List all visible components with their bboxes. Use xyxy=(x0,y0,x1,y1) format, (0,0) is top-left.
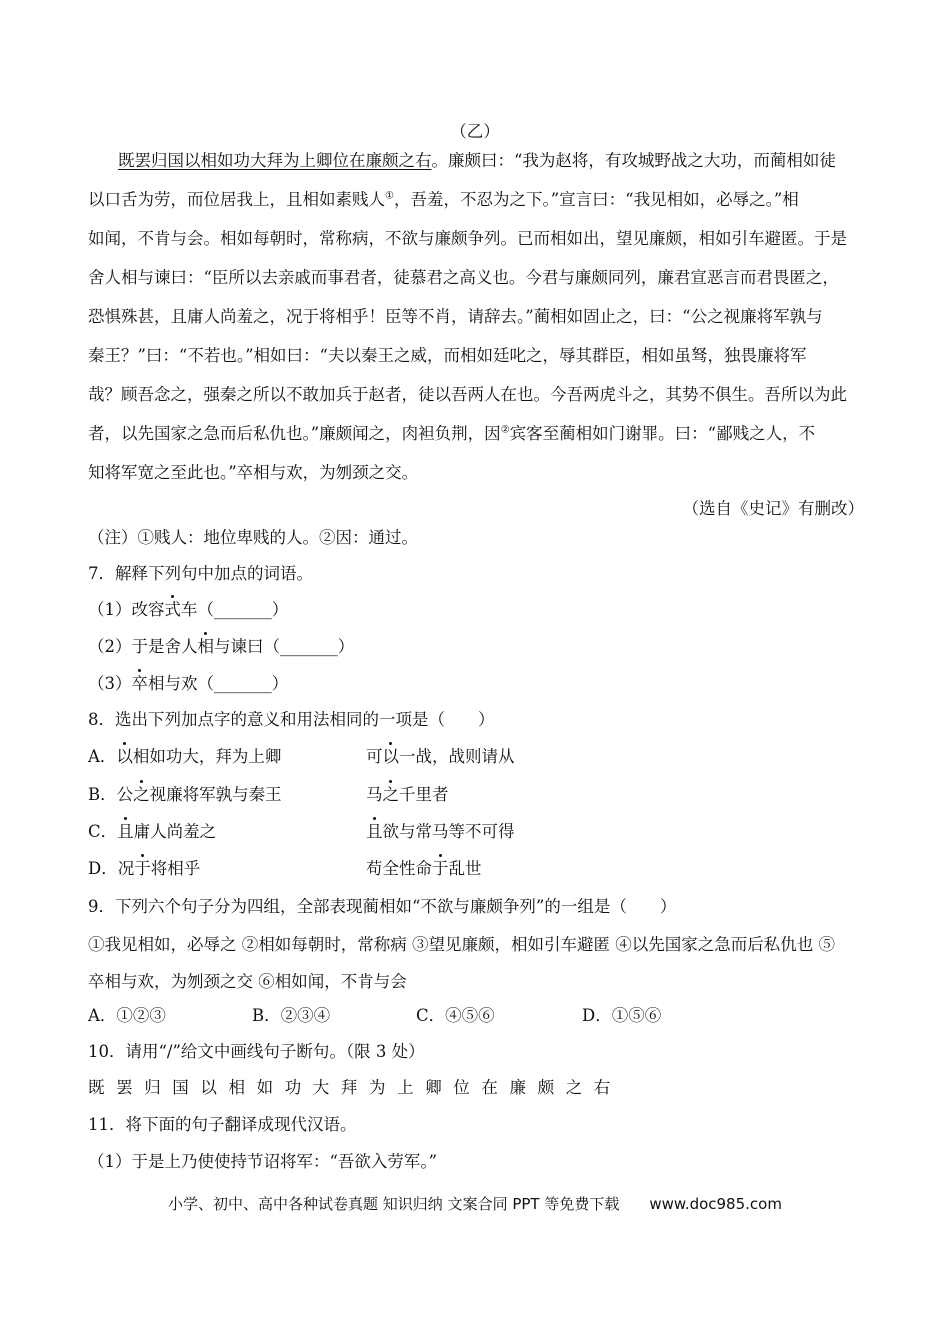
passage-line-5: 恐惧殊甚，且庸人尚羞之，况于将相乎！臣等不肖，请辞去。”蔺相如固止之，曰：“公之视廉将军孰与 xyxy=(88,307,823,326)
q9-stem: 9．下列六个句子分为四组，全部表现蔺相如“不欲与廉颇争列”的一组是（ ） xyxy=(88,897,677,916)
passage-line-1: 既罢归国以相如功大拜为上卿位在廉颇之右。廉颇曰：“我为赵将，有攻城野战之大功，而蔺相如徒 xyxy=(118,151,836,170)
q7-item-3: （3）卒相与欢（_______） xyxy=(88,674,289,693)
q9-choice-c: C．④⑤⑥ xyxy=(416,1006,495,1025)
q8-option-d-right: 苟全性命于乱世 xyxy=(366,859,482,878)
dotted-char: 式 xyxy=(164,600,181,619)
q8-option-c-right: 且欲与常马等不可得 xyxy=(366,822,515,841)
dotted-char: 卒 xyxy=(131,674,148,693)
q8-option-d: D．况于将相乎 xyxy=(88,859,201,878)
passage-line-2: 以口舌为劳，而位居我上，且相如素贱人①，吾羞，不忍为之下。”宣言曰：“我见相如，必辱之。”相 xyxy=(88,190,799,209)
q9-choice-b: B．②③④ xyxy=(252,1006,331,1025)
q11-item-1: （1）于是上乃使使持节诏将军：“吾欲入劳军。” xyxy=(88,1152,438,1171)
passage-line-7: 哉？顾吾念之，强秦之所以不敢加兵于赵者，徒以吾两人在也。今吾两虎斗之，其势不俱生。吾所以为此 xyxy=(88,385,847,404)
dotted-char: 且 xyxy=(117,822,134,841)
passage-line-9: 知将军宽之至此也。”卒相与欢，为刎颈之交。 xyxy=(88,463,419,482)
passage-note: （注）①贱人：地位卑贱的人。②因：通过。 xyxy=(88,528,418,547)
dotted-char: 且 xyxy=(366,822,383,841)
q9-choices xyxy=(0,1006,950,1028)
q8-option-b: B．公之视廉将军孰与秦王 xyxy=(88,785,282,804)
q9-choice-a: A．①②③ xyxy=(88,1006,166,1025)
dotted-char: 之 xyxy=(133,785,150,804)
q10-stem: 10．请用“/”给文中画线句子断句。（限 3 处） xyxy=(88,1042,425,1061)
underlined-sentence: 既罢归国以相如功大拜为上卿位在廉颇之右 xyxy=(118,151,432,170)
q8-option-a: A．以相如功大，拜为上卿 xyxy=(88,747,282,766)
passage-source: （选自《史记》有删改） xyxy=(682,499,864,518)
q7-item-1: （1）改容式车（_______） xyxy=(88,600,289,619)
q11-stem: 11．将下面的句子翻译成现代汉语。 xyxy=(88,1115,357,1134)
q8-option-c: C．且庸人尚羞之 xyxy=(88,822,217,841)
q9-choice-d: D．①⑤⑥ xyxy=(582,1006,662,1025)
dotted-char: 相 xyxy=(197,637,214,656)
q7-stem: 7．解释下列句中加点的词语。 xyxy=(88,564,313,583)
page-footer xyxy=(0,1193,950,1214)
dotted-char: 于 xyxy=(432,859,449,878)
q10-sentence: 既罢归国以相如功大拜为上卿位在廉颇之右 xyxy=(88,1078,622,1097)
q8-option-b-right: 马之千里者 xyxy=(366,785,449,804)
q8-option-a-right: 可以一战，战则请从 xyxy=(366,747,515,766)
dotted-char: 之 xyxy=(382,785,399,804)
passage-line-6: 秦王？”曰：“不若也。”相如曰：“夫以秦王之威，而相如廷叱之，辱其群臣，相如虽驽，独畏廉将军 xyxy=(88,346,807,365)
q9-sentences-line-2: 卒相与欢，为刎颈之交 ⑥相如闻，不肯与会 xyxy=(88,972,407,991)
passage-line-8: 者，以先国家之急而后私仇也。”廉颇闻之，肉袒负荆，因②宾客至蔺相如门谢罪。曰：“鄙贱之人，不 xyxy=(88,424,816,443)
dotted-char: 以 xyxy=(116,747,133,766)
passage-heading: （乙） xyxy=(450,122,500,141)
footnote-ref-2: ② xyxy=(500,424,510,436)
passage-line-4: 舍人相与谏曰：“臣所以去亲戚而事君者，徒慕君之高义也。今君与廉颇同列，廉君宣恶言而君畏匿之， xyxy=(88,268,839,287)
footer-site-link[interactable]: www.doc985.com xyxy=(649,1195,782,1213)
footer-text: 小学、初中、高中各种试卷真题 知识归纳 文案合同 PPT 等免费下载 xyxy=(168,1195,620,1213)
footnote-ref-1: ① xyxy=(385,190,394,202)
q9-sentences-line-1: ①我见相如，必辱之 ②相如每朝时，常称病 ③望见廉颇，相如引车避匿 ④以先国家之急而后私仇也 ⑤ xyxy=(88,935,835,954)
dotted-char: 以 xyxy=(382,747,399,766)
q8-stem: 8．选出下列加点字的意义和用法相同的一项是（ ） xyxy=(88,710,495,729)
q7-item-2: （2）于是舍人相与谏曰（_______） xyxy=(88,637,355,656)
dotted-char: 于 xyxy=(134,859,151,878)
passage-line-3: 如闻，不肯与会。相如每朝时，常称病，不欲与廉颇争列。已而相如出，望见廉颇，相如引车避匿。于是 xyxy=(88,229,847,248)
